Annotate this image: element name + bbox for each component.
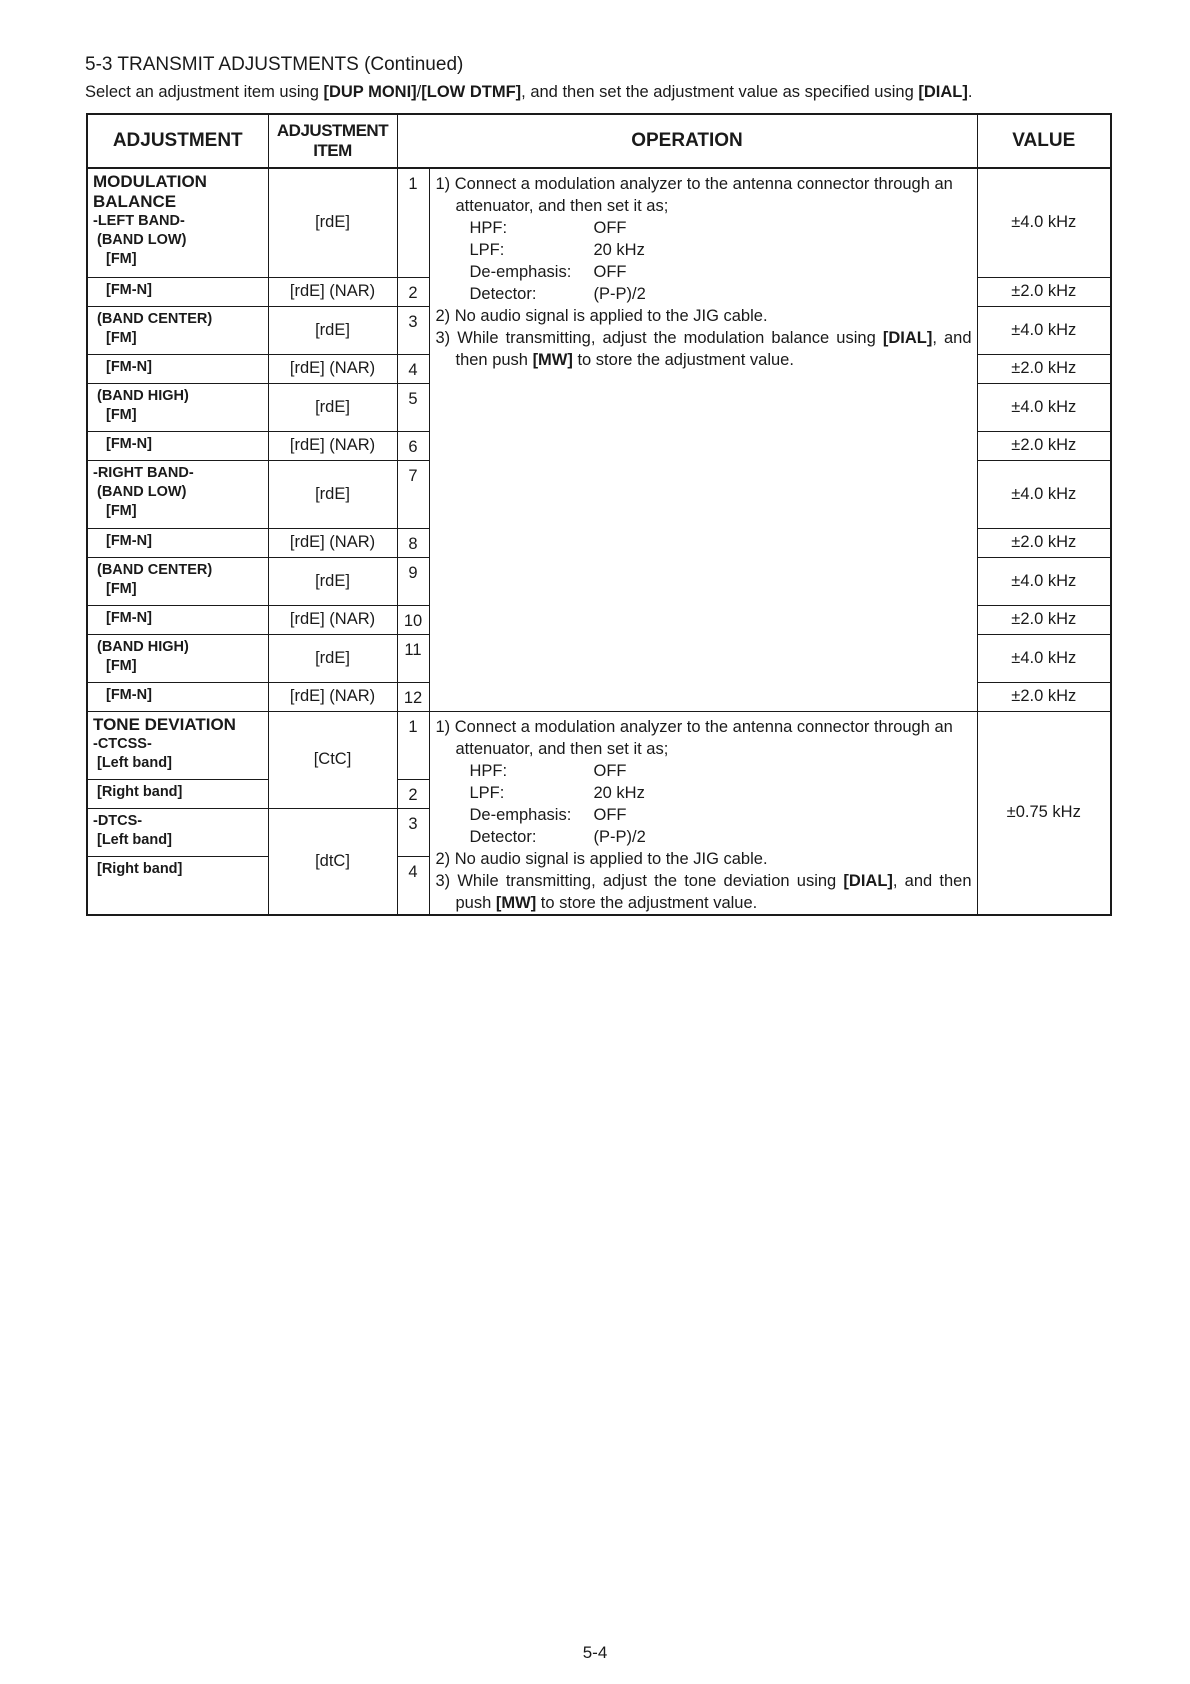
value-cell: ±2.0 kHz bbox=[977, 431, 1111, 460]
step-number: 11 bbox=[397, 634, 429, 682]
step-number: 6 bbox=[397, 431, 429, 460]
step-number: 4 bbox=[397, 857, 429, 915]
item-cell: [rdE] (NAR) bbox=[268, 605, 397, 634]
table-row bbox=[87, 168, 1111, 277]
item-cell: [rdE] bbox=[268, 306, 397, 354]
adjustment-cell: [Right band] bbox=[87, 857, 268, 915]
header-adjustment: ADJUSTMENT bbox=[87, 114, 268, 168]
adjustment-cell: (BAND HIGH) [FM] bbox=[87, 634, 268, 682]
adjustment-cell: [FM-N] bbox=[87, 277, 268, 306]
adjustment-cell: (BAND HIGH) [FM] bbox=[87, 383, 268, 431]
item-cell: [dtC] bbox=[268, 808, 397, 915]
item-cell: [rdE] bbox=[268, 460, 397, 528]
table-header bbox=[87, 114, 1111, 168]
step-number: 7 bbox=[397, 460, 429, 528]
item-cell: [CtC] bbox=[268, 711, 397, 808]
item-cell: [rdE] bbox=[268, 168, 397, 277]
item-cell: [rdE] bbox=[268, 634, 397, 682]
step-number: 9 bbox=[397, 557, 429, 605]
step-number: 4 bbox=[397, 354, 429, 383]
adjustment-cell: -RIGHT BAND- (BAND LOW) [FM] bbox=[87, 460, 268, 528]
item-cell: [rdE] (NAR) bbox=[268, 682, 397, 711]
step-number: 1 bbox=[397, 168, 429, 277]
item-cell: [rdE] (NAR) bbox=[268, 354, 397, 383]
adjustment-cell: (BAND CENTER) [FM] bbox=[87, 557, 268, 605]
value-cell: ±2.0 kHz bbox=[977, 605, 1111, 634]
header-value: VALUE bbox=[977, 114, 1111, 168]
adjustment-table bbox=[86, 113, 1112, 916]
operation-cell: 1) Connect a modulation analyzer to the antenna connector through an attenuator, and then set it as; HPF: OFF LPF: 20 kHz De-emphasis: OFF Detector: (P-P)/2 2) No audio signal is applied to the JIG cable. 3) While transmitting, adjust the modulation balance using [DIAL], and then push [MW] to store the adjustment value. bbox=[429, 168, 977, 711]
table-row bbox=[87, 711, 1111, 779]
value-cell: ±2.0 kHz bbox=[977, 682, 1111, 711]
adjustment-cell: (BAND CENTER) [FM] bbox=[87, 306, 268, 354]
header-operation: OPERATION bbox=[397, 114, 977, 168]
adjustment-cell: [FM-N] bbox=[87, 605, 268, 634]
value-cell: ±4.0 kHz bbox=[977, 557, 1111, 605]
adjustment-cell: MODULATION BALANCE -LEFT BAND- (BAND LOW) [FM] bbox=[87, 168, 268, 277]
value-cell: ±4.0 kHz bbox=[977, 634, 1111, 682]
adjustment-cell: [FM-N] bbox=[87, 528, 268, 557]
value-cell: ±2.0 kHz bbox=[977, 277, 1111, 306]
item-cell: [rdE] (NAR) bbox=[268, 431, 397, 460]
item-cell: [rdE] bbox=[268, 557, 397, 605]
step-number: 10 bbox=[397, 605, 429, 634]
header-adjustment-item: ADJUSTMENT ITEM bbox=[268, 114, 397, 168]
adjustment-cell: [FM-N] bbox=[87, 682, 268, 711]
step-number: 1 bbox=[397, 711, 429, 779]
adjustment-cell: -DTCS- [Left band] bbox=[87, 808, 268, 857]
section-heading: 5-3 TRANSMIT ADJUSTMENTS (Continued) bbox=[85, 54, 464, 75]
step-number: 8 bbox=[397, 528, 429, 557]
value-cell: ±2.0 kHz bbox=[977, 528, 1111, 557]
value-cell: ±4.0 kHz bbox=[977, 306, 1111, 354]
page-number: 5-4 bbox=[582, 1643, 608, 1662]
item-cell: [rdE] (NAR) bbox=[268, 277, 397, 306]
step-number: 2 bbox=[397, 779, 429, 808]
value-cell: ±4.0 kHz bbox=[977, 460, 1111, 528]
adjustment-cell: [Right band] bbox=[87, 779, 268, 808]
step-number: 12 bbox=[397, 682, 429, 711]
value-cell: ±4.0 kHz bbox=[977, 168, 1111, 277]
step-number: 5 bbox=[397, 383, 429, 431]
step-number: 3 bbox=[397, 306, 429, 354]
step-number: 3 bbox=[397, 808, 429, 857]
operation-cell: 1) Connect a modulation analyzer to the antenna connector through an attenuator, and then set it as; HPF: OFF LPF: 20 kHz De-emphasis: OFF Detector: (P-P)/2 2) No audio signal is applied to the JIG cable. 3) While transmitting, adjust the tone deviation using [DIAL], and then push [MW] to store the adjustment value. bbox=[429, 711, 977, 915]
intro-text: Select an adjustment item using [DUP MONI]/[LOW DTMF], and then set the adjustment value as specified using [DIAL]. bbox=[85, 83, 973, 101]
adjustment-cell: TONE DEVIATION -CTCSS- [Left band] bbox=[87, 711, 268, 779]
step-number: 2 bbox=[397, 277, 429, 306]
value-cell: ±2.0 kHz bbox=[977, 354, 1111, 383]
adjustment-cell: [FM-N] bbox=[87, 431, 268, 460]
item-cell: [rdE] bbox=[268, 383, 397, 431]
value-cell: ±4.0 kHz bbox=[977, 383, 1111, 431]
item-cell: [rdE] (NAR) bbox=[268, 528, 397, 557]
adjustment-cell: [FM-N] bbox=[87, 354, 268, 383]
value-cell: ±0.75 kHz bbox=[977, 711, 1111, 915]
